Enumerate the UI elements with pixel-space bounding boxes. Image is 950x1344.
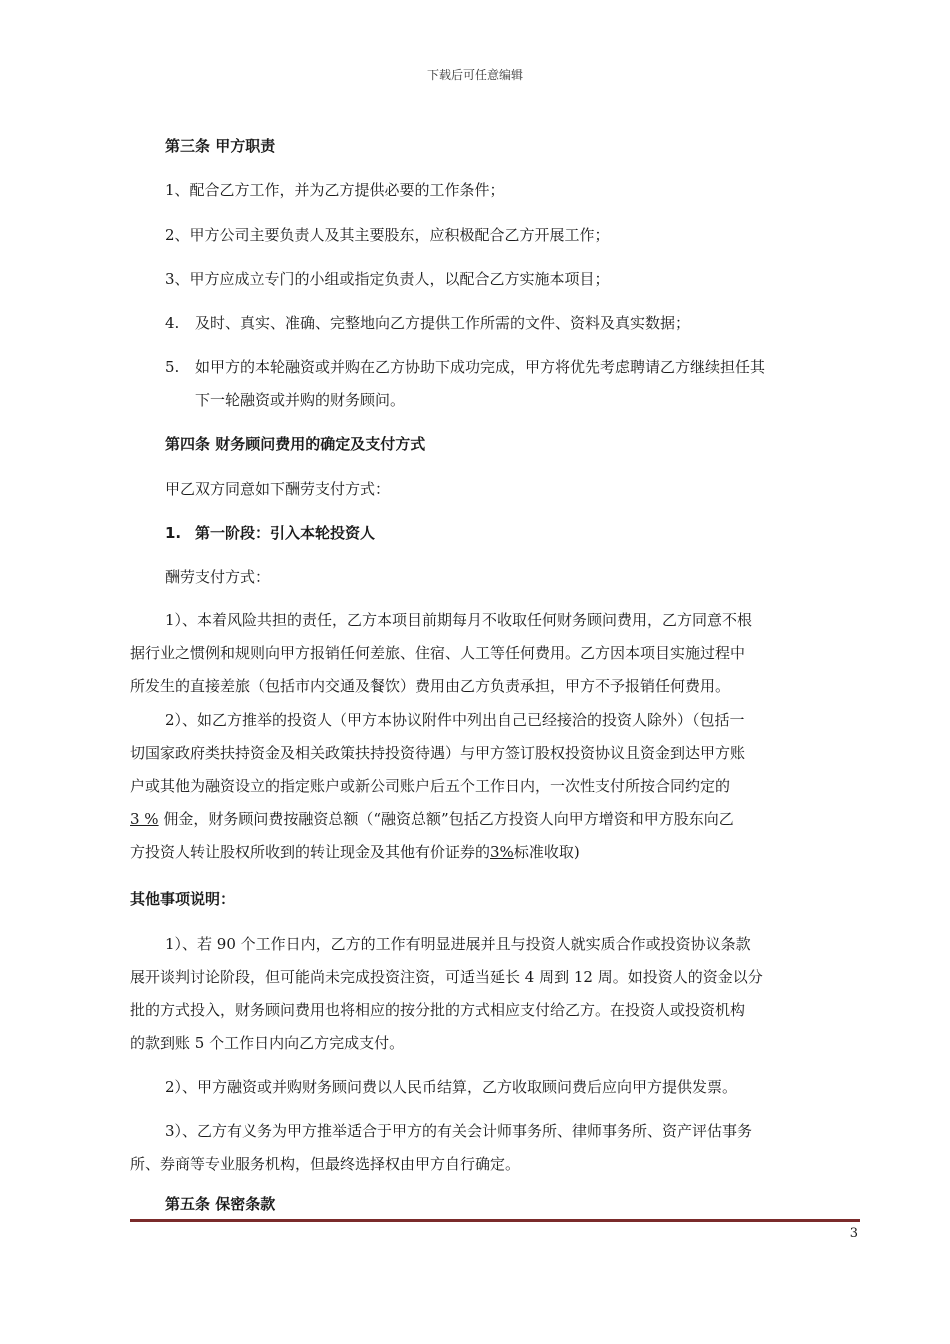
phase1-heading xyxy=(165,523,375,543)
article5-title: 第五条 保密条款 xyxy=(165,1195,276,1213)
payment-p2-line: 3 % 佣金，财务顾问费按融资总额（“融资总额”包括乙方投资人向甲方增资和甲方股东向乙 xyxy=(130,810,734,828)
standard-percent: 3% xyxy=(490,843,514,861)
footer-rule xyxy=(130,1219,860,1222)
other-p3-line: 3）、乙方有义务为甲方推举适合于甲方的有关会计师事务所、律师事务所、资产评估事务 xyxy=(165,1122,753,1140)
other-p1-line: 1）、若 90 个工作日内，乙方的工作有明显进展并且与投资人就实质合作或投资协议条款 xyxy=(165,935,751,953)
article3-title: 第三条 甲方职责 xyxy=(165,137,276,155)
item-number: 5. xyxy=(165,358,180,376)
article3-item-2: 2、甲方公司主要负责人及其主要股东，应积极配合乙方开展工作； xyxy=(165,226,610,244)
other-p1-line: 展开谈判讨论阶段，但可能尚未完成投资注资，可适当延长 4 周到 12 周。如投资人的资金以分 xyxy=(130,968,763,986)
article3-item-3: 3、甲方应成立专门的小组或指定负责人，以配合乙方实施本项目； xyxy=(165,270,610,288)
other-p3-line: 所、券商等专业服务机构，但最终选择权由甲方自行确定。 xyxy=(130,1155,521,1173)
article3-item-4 xyxy=(165,313,690,333)
item-number: 4. xyxy=(165,314,180,332)
payment-p2-line: 方投资人转让股权所收到的转让现金及其他有价证券的3%标准收取) xyxy=(130,843,580,861)
payment-p1-line: 据行业之惯例和规则向甲方报销任何差旅、住宿、人工等任何费用。乙方因本项目实施过程中 xyxy=(130,644,746,662)
article4-intro: 甲乙双方同意如下酬劳支付方式： xyxy=(165,480,391,498)
phase-number: 1. xyxy=(165,524,182,542)
other-p1-line: 的款到账 5 个工作日内向乙方完成支付。 xyxy=(130,1034,405,1052)
payment-p1-line: 1）、本着风险共担的责任，乙方本项目前期每月不收取任何财务顾问费用，乙方同意不根 xyxy=(165,611,753,629)
phase-title: 第一阶段：引入本轮投资人 xyxy=(195,524,376,542)
item-text: 及时、真实、准确、完整地向乙方提供工作所需的文件、资料及真实数据； xyxy=(195,314,691,332)
page-number: 3 xyxy=(849,1226,858,1241)
payment-p1-line: 所发生的直接差旅（包括市内交通及餐饮）费用由乙方负责承担，甲方不予报销任何费用。 xyxy=(130,677,731,695)
payment-label: 酬劳支付方式： xyxy=(165,568,271,586)
article4-title: 第四条 财务顾问费用的确定及支付方式 xyxy=(165,435,426,453)
other-matters-title: 其他事项说明： xyxy=(130,890,236,908)
article3-item-1: 1、配合乙方工作，并为乙方提供必要的工作条件； xyxy=(165,181,505,199)
other-p2: 2）、甲方融资或并购财务顾问费以人民币结算，乙方收取顾问费后应向甲方提供发票。 xyxy=(165,1078,738,1096)
item-text: 如甲方的本轮融资或并购在乙方协助下成功完成，甲方将优先考虑聘请乙方继续担任其 xyxy=(195,358,766,376)
payment-p2-line: 切国家政府类扶持资金及相关政策扶持投资待遇）与甲方签订股权投资协议且资金到达甲方账 xyxy=(130,744,746,762)
commission-percent: 3 % xyxy=(130,810,159,828)
payment-p2-line: 户或其他为融资设立的指定账户或新公司账户后五个工作日内，一次性支付所按合同约定的 xyxy=(130,777,731,795)
article3-item-5 xyxy=(165,357,765,377)
other-p1-line: 批的方式投入，财务顾问费用也将相应的按分批的方式相应支付给乙方。在投资人或投资机构 xyxy=(130,1001,746,1019)
payment-p2-line: 2）、如乙方推举的投资人（甲方本协议附件中列出自己已经接洽的投资人除外）（包括一 xyxy=(165,711,745,729)
page-header: 下载后可任意编辑 xyxy=(426,68,523,82)
article3-item-5-cont: 下一轮融资或并购的财务顾问。 xyxy=(195,391,406,409)
